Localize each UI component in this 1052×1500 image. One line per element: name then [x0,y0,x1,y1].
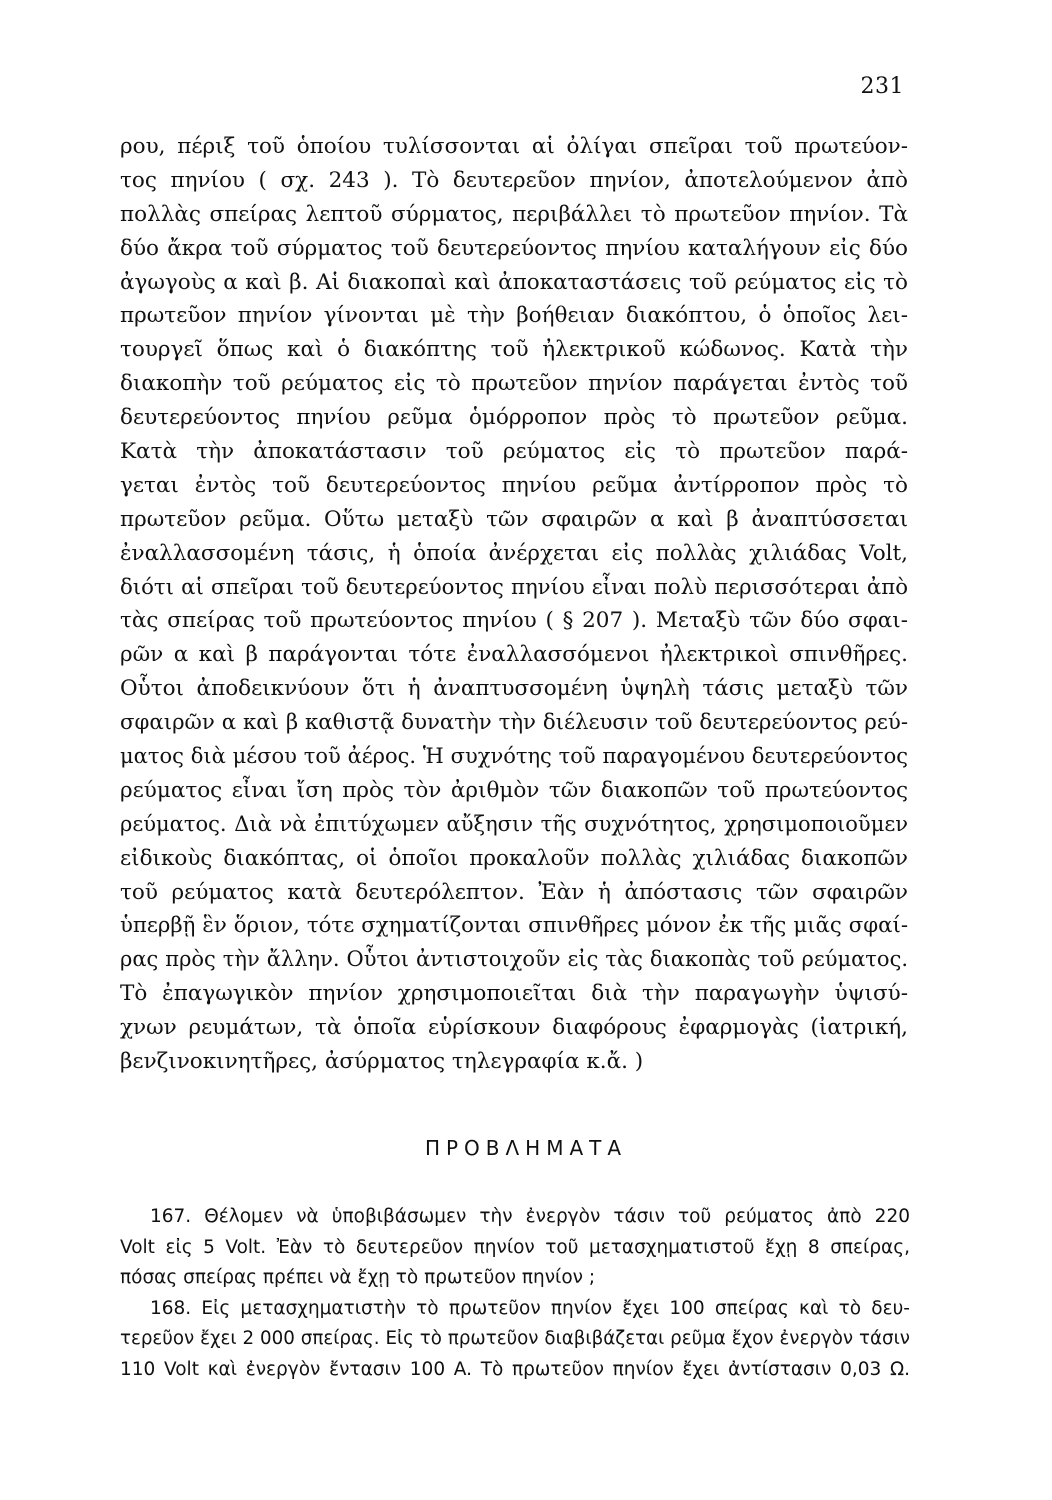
problem-167-line: Volt εἰς 5 Volt. Ἐὰν τὸ δευτερεῦον πηνίον τοῦ μετασχηματιστοῦ ἔχῃ 8 σπείρας, [120,1236,910,1258]
problems-heading: ΠΡΟΒΛΗΜΑΤΑ [424,1136,628,1160]
body-line: ἐναλλασσομένη τάσις, ἡ ὁποία ἀνέρχεται εἰς πολλὰς χιλιάδας Volt, [120,540,908,566]
body-line: ρεύματος εἶναι ἴση πρὸς τὸν ἀριθμὸν τῶν διακοπῶν τοῦ πρωτεύοντος [120,777,908,803]
body-line: πρωτεῦον ρεῦμα. Οὕτω μεταξὺ τῶν σφαιρῶν α καὶ β ἀναπτύσσεται [120,506,908,532]
problems-list [120,1202,910,1385]
body-line: βενζινοκινητῆρες, ἀσύρματος τηλεγραφία κ.ἄ. ) [120,1049,644,1075]
problem-167-line: 167. Θέλομεν νὰ ὑποβιβάσωμεν τὴν ἐνεργὸν τάσιν τοῦ ρεύματος ἀπὸ 220 [150,1206,910,1227]
body-line: ἀγωγοὺς α καὶ β. Αἱ διακοπαὶ καὶ ἀποκαταστάσεις τοῦ ρεύματος εἰς τὸ [120,269,908,295]
body-line: τὰς σπείρας τοῦ πρωτεύοντος πηνίου ( § 207 ). Μεταξὺ τῶν δύο σφαι- [120,608,908,634]
problem-167-line: πόσας σπείρας πρέπει νὰ ἔχῃ τὸ πρωτεῦον πηνίον ; [120,1267,596,1288]
body-line: τουργεῖ ὅπως καὶ ὁ διακόπτης τοῦ ἠλεκτρικοῦ κώδωνος. Κατὰ τὴν [120,337,908,363]
body-line: ματος διὰ μέσου τοῦ ἀέρος. Ἡ συχνότης τοῦ παραγομένου δευτερεύοντος [120,744,908,769]
body-line: πολλὰς σπείρας λεπτοῦ σύρματος, περιβάλλει τὸ πρωτεῦον πηνίον. Τὰ [120,201,908,227]
problem-168-line: 168. Εἰς μετασχηματιστὴν τὸ πρωτεῦον πηνίον ἔχει 100 σπείρας καὶ τὸ δευ- [150,1297,910,1319]
body-line: δευτερεύοντος πηνίου ρεῦμα ὁμόρροπον πρὸς τὸ πρωτεῦον ρεῦμα. [120,405,908,431]
body-line: Οὗτοι ἀποδεικνύουν ὅτι ἡ ἀναπτυσσομένη ὑψηλὴ τάσις μεταξὺ τῶν [120,676,908,702]
body-line: ρας πρὸς τὴν ἄλλην. Οὗτοι ἀντιστοιχοῦν εἰς τὰς διακοπὰς τοῦ ρεύματος. [120,947,908,972]
body-line: διότι αἱ σπεῖραι τοῦ δευτερεύοντος πηνίου εἶναι πολὺ περισσότεραι ἀπὸ [120,574,908,600]
body-line: ρῶν α καὶ β παράγονται τότε ἐναλλασσόμενοι ἠλεκτρικοὶ σπινθῆρες. [120,642,908,668]
problem-168-line: τερεῦον ἔχει 2 000 σπείρας. Εἰς τὸ πρωτεῦον διαβιβάζεται ρεῦμα ἔχον ἐνεργὸν τάσιν [120,1328,910,1349]
body-line: εἰδικοὺς διακόπτας, οἱ ὁποῖοι προκαλοῦν πολλὰς χιλιάδας διακοπῶν [120,845,908,871]
body-line: ρου, πέριξ τοῦ ὁποίου τυλίσσονται αἱ ὀλίγαι σπεῖραι τοῦ πρωτεύον- [120,134,908,159]
body-line: Τὸ ἐπαγωγικὸν πηνίον χρησιμοποιεῖται διὰ τὴν παραγωγὴν ὑψισύ- [120,981,908,1007]
body-line: γεται ἐντὸς τοῦ δευτερεύοντος πηνίου ρεῦμα ἀντίρροπον πρὸς τὸ [120,472,908,498]
body-line: ὑπερβῇ ἓν ὅριον, τότε σχηματίζονται σπινθῆρες μόνον ἐκ τῆς μιᾶς σφαί- [120,913,908,939]
body-line: πρωτεῦον πηνίον γίνονται μὲ τὴν βοήθειαν διακόπτου, ὁ ὁποῖος λει- [120,303,908,329]
body-line: διακοπὴν τοῦ ρεύματος εἰς τὸ πρωτεῦον πηνίον παράγεται ἐντὸς τοῦ [120,371,908,397]
body-line: ρεύματος. Διὰ νὰ ἐπιτύχωμεν αὔξησιν τῆς συχνότητος, χρησιμοποιοῦμεν [120,811,908,836]
body-line: σφαιρῶν α καὶ β καθιστᾷ δυνατὴν τὴν διέλευσιν τοῦ δευτερεύοντος ρεύ- [120,710,908,736]
body-text [120,130,908,1079]
page-number: 231 [860,74,904,99]
body-line: Κατὰ τὴν ἀποκατάστασιν τοῦ ρεύματος εἰς τὸ πρωτεῦον παρά- [120,439,908,465]
body-line: δύο ἄκρα τοῦ σύρματος τοῦ δευτερεύοντος πηνίου καταλήγουν εἰς δύο [120,235,908,261]
body-line: τος πηνίου ( σχ. 243 ). Τὸ δευτερεῦον πηνίον, ἀποτελούμενον ἀπὸ [120,167,908,193]
problem-168-line: 110 Volt καὶ ἐνεργὸν ἔντασιν 100 A. Τὸ πρωτεῦον πηνίον ἔχει ἀντίστασιν 0,03 Ω. [120,1358,910,1380]
body-line: τοῦ ρεύματος κατὰ δευτερόλεπτον. Ἐὰν ἡ ἀπόστασις τῶν σφαιρῶν [120,879,908,905]
body-line: χνων ρευμάτων, τὰ ὁποῖα εὑρίσκουν διαφόρους ἐφαρμογὰς (ἰατρική, [120,1015,908,1041]
